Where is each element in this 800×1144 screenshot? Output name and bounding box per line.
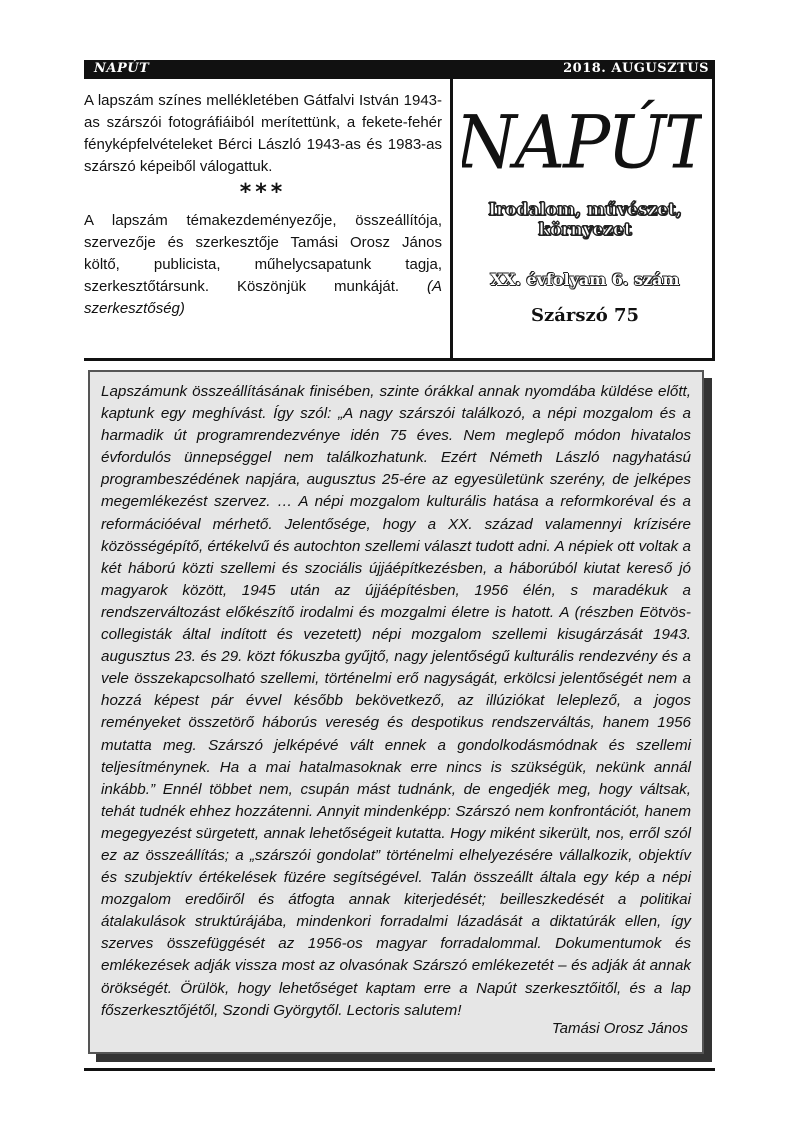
section-separator: ***: [239, 180, 287, 205]
issue-date: 2018. AUGUSZTUS: [563, 61, 709, 76]
napút-logo-svg: [462, 98, 702, 178]
volume-number: XX. évfolyam 6. szám: [490, 270, 680, 289]
issue-title: Szárszó 75: [530, 305, 640, 326]
footer-rule: [84, 1068, 715, 1071]
header-bar: [84, 60, 715, 79]
article-signature: Tamási Orosz János: [551, 1020, 688, 1037]
intro-column: [84, 90, 442, 320]
masthead-subtitle: Irodalom, művészet, környezet: [488, 200, 682, 240]
intro-paragraph-editor-signoff: (A szerkesztőség): [84, 278, 442, 317]
intro-paragraph-photos: A lapszám színes mellékletében Gátfalvi István 1943-as szárszói fotográfiáiból merítettünk, a fekete-fehér fényképfelvételeket Bérci László 1943-as és 1983-as szárszó képeiből válogattuk.: [84, 92, 442, 175]
article-body: [101, 381, 691, 1022]
intro-paragraph-editor: [84, 210, 442, 320]
napút-logo-text: NAPÚT: [462, 98, 702, 178]
napút-logo: [462, 98, 702, 178]
intro-paragraph-editor-text: A lapszám témakezdeményezője, összeállítója, szervezője és szerkesztője Tamási Orosz János költő, publicista, műhelycsapatunk tagja, szerkesztőtársunk. Köszönjük munkáját.: [84, 212, 442, 295]
article-text: Lapszámunk összeállításának finisében, szinte órákkal annak nyomdába küldése előtt, kaptunk egy meghívást. Így szól: „A nagy szárszói találkozó, a népi mozgalom és a harmadik út programrendezvénye idén 75 éves. Nem meglepő módon hivatalos évfordulós ünnepséggel nem találkozhatunk. Ezért Németh László nagyhatású programbeszédének napjára, augusztus 25-ére az egyesületünk szerény, de jelképes megemlékezést szervez. … A népi mozgalom kulturális hatása a reformkoréval és a reformációéval mérhető. Jelentősége, hogy a XX. század valamennyi krízisére közösségépítő, értékelvű és autochton szellemi választ tudott adni. A népiek ott voltak a két háború közti szellemi és szociális újjáépítkezésben, a háborúból kiutat kereső jó magyarok között, 1945 után az újjáépítésben, 1956 élén, s maradékuk a rendszerváltozást előkészítő irodalmi és mozgalmi életre is hatott. A (részben Eötvös-collegisták által indított és vezetett) népi mozgalom szellemi kisugárzását 1943. augusztus 23. és 29. közt fókuszba gyűjtő, nagy jelentőségű kulturális rendezvény és a vele összekapcsolható szellemi, történelmi erő nagyságát, erkölcsi jelentőségét nem a hozzá képest pár évvel később bekövetkező, az illúziókat leleplező, a jogos reményeket összetörő háborús vereség és despotikus rendszerváltás, hanem 1956 mutatta meg. Szárszó jelképévé vált ennek a gondolkodásmódnak és szellemi teljesítménynek. Ha a mai hatalmasoknak erre nincs is szükségük, nekünk annál inkább.” Ennél többet nem, csupán mást tudnánk, de engedjék meg, hogy váltsak, tehát tudnék ehhez hozzátenni. Annyit mindenképp: Szárszó nem konfrontációt, hanem megegyezést sürgetett, annak lehetőségeit kutatta. Hogy miként sikerült, nos, erről szól ez az összeállítás; a „szárszói gondolat” történelmi elhelyezésére vállalkozik, objektív és szubjektív értékelések füzére segítségével. Talán összeállt általa egy kép a népi mozgalom eredőiről és átfogta annak kiterjedését; beilleszkedését a politikai átalakulások struktúrájába, mindenkori forradalmi lázadását a diktatúrák ellen, így szerves összefüggését az 1956-os magyar forradalommal. Dokumentumok és emlékezések adják vissza most az olvasónak Szárszó emlékezetét – és adják át annak örökségét. Örülök, hogy lehetőséget kaptam erre a Napút szerkesztőitől, és a lap főszerkesztőjétől, Szondi Györgytől. Lectoris salutem!: [101, 383, 691, 1019]
header-bottom-rule: [84, 358, 715, 361]
header-logo: NAPÚT: [94, 61, 150, 76]
column-divider: [450, 79, 453, 361]
